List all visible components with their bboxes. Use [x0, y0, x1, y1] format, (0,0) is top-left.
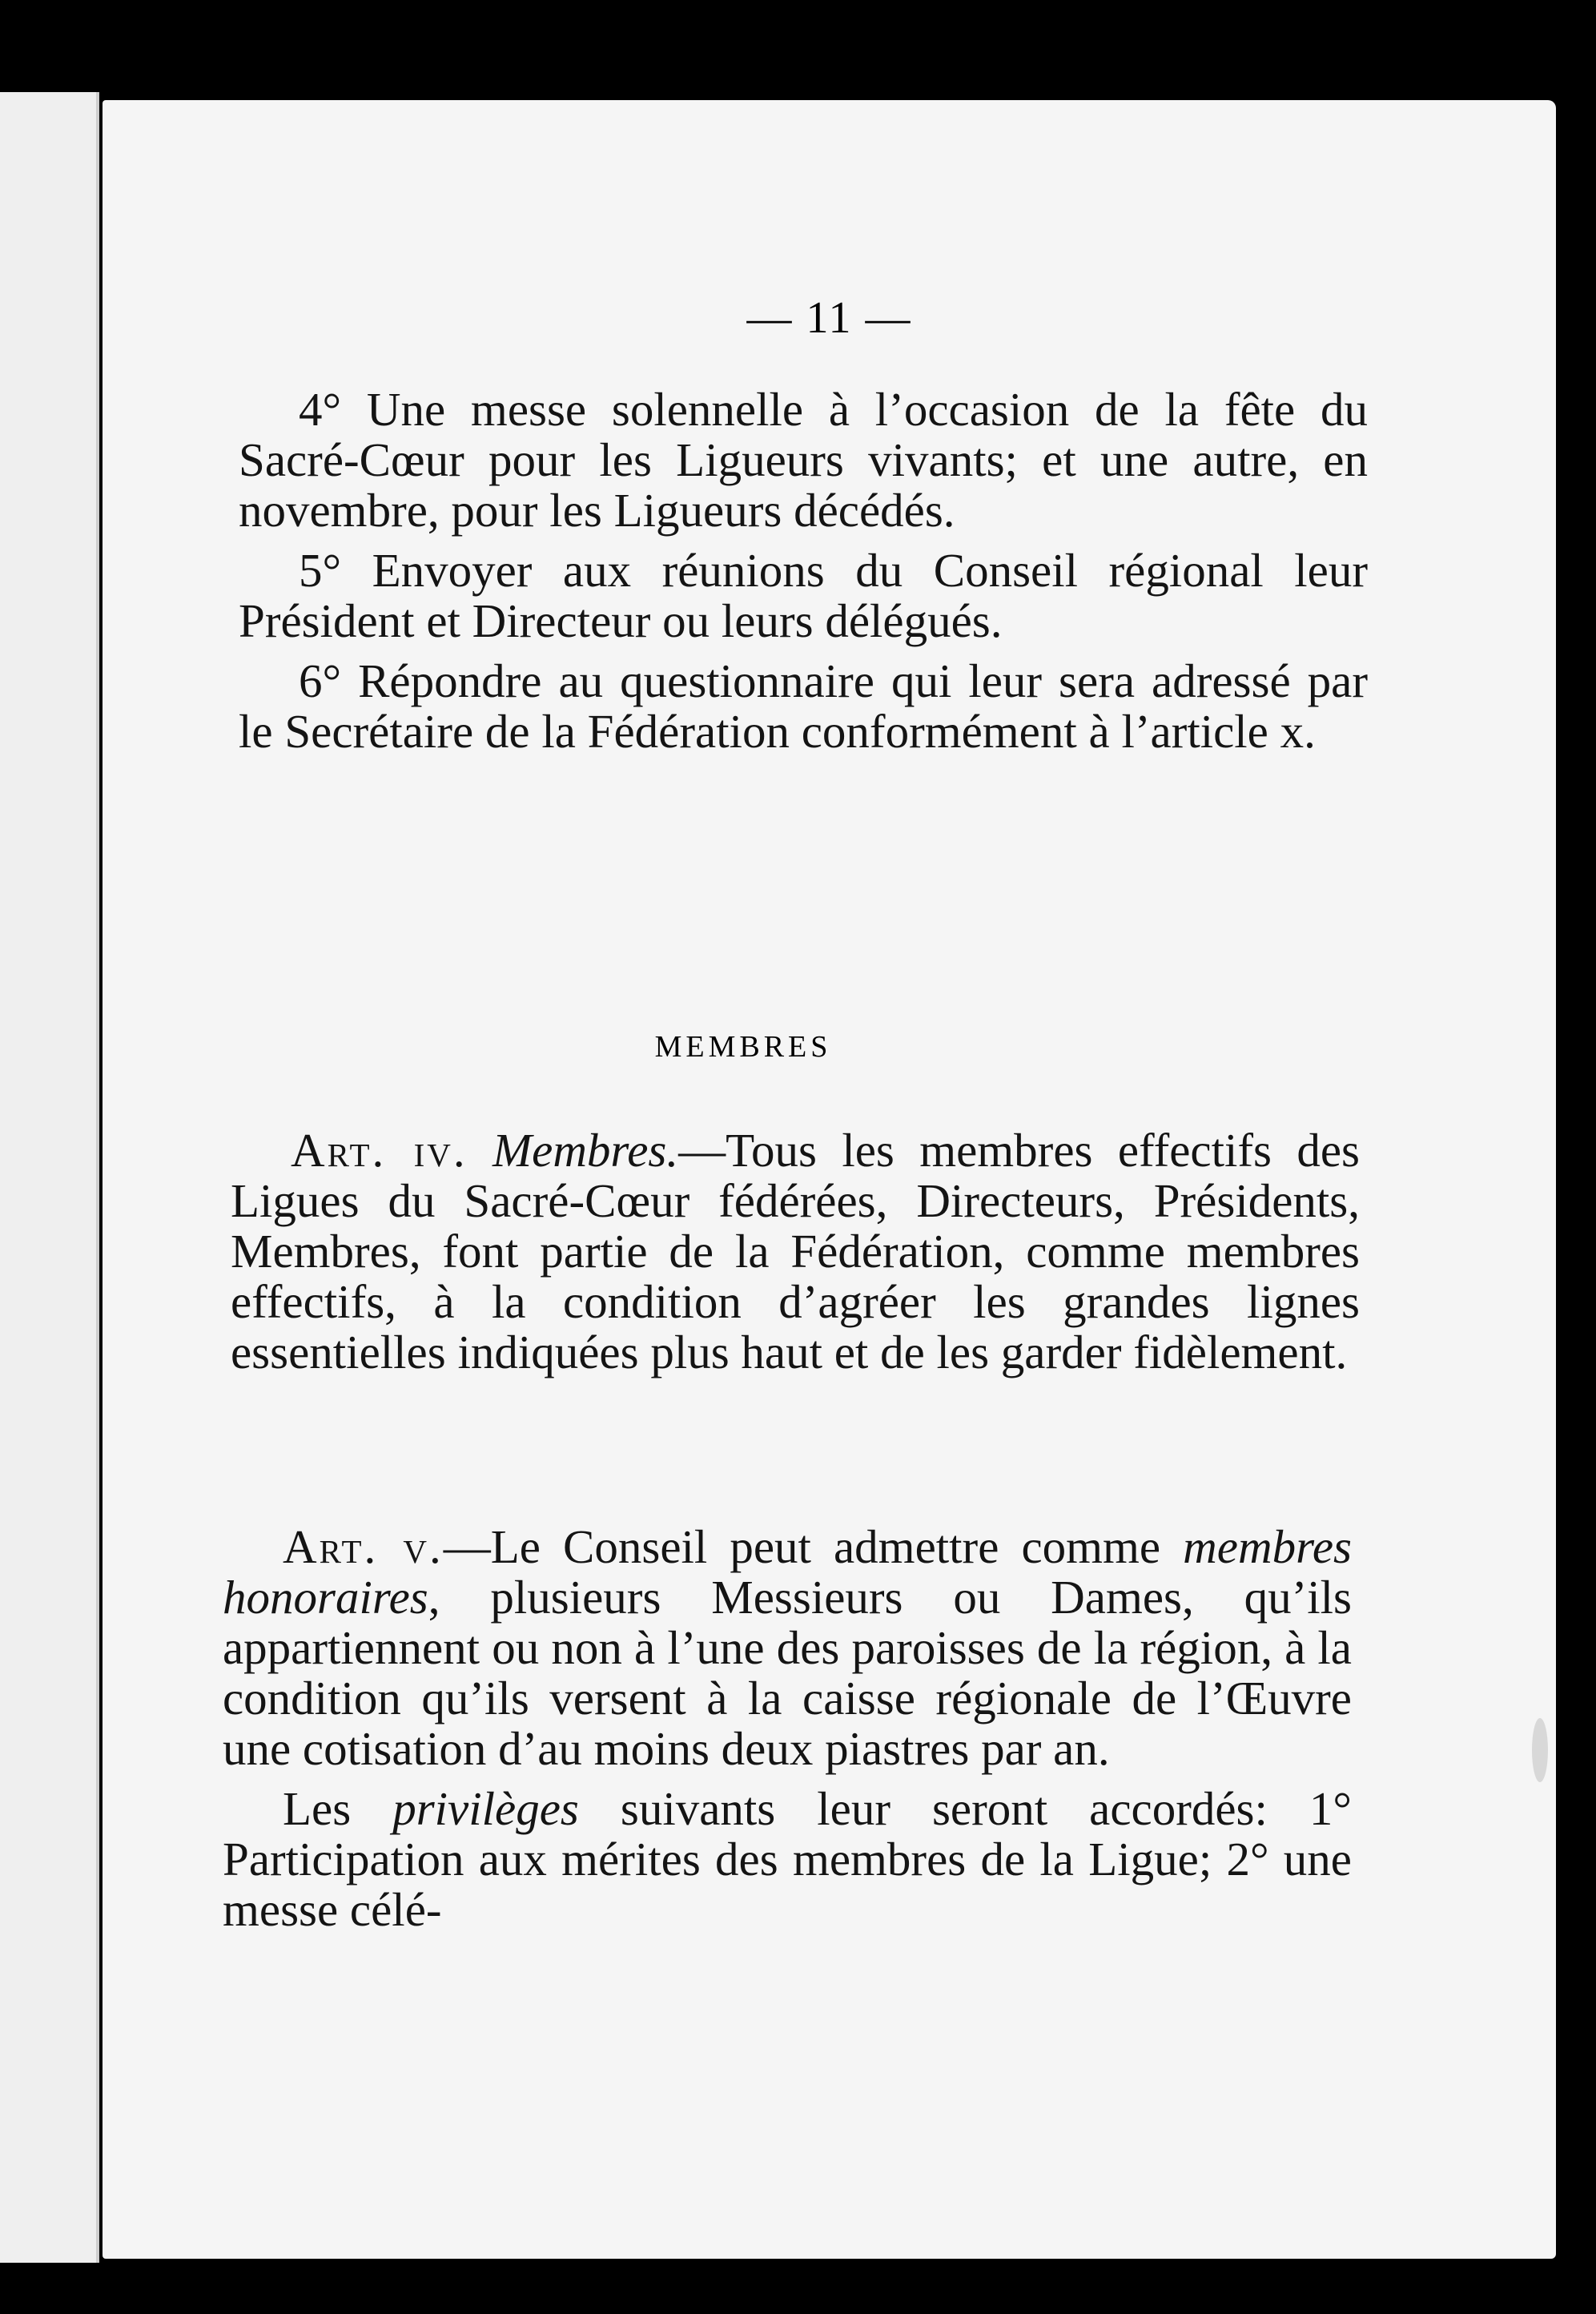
obligation-4: 4° Une messe solennelle à l’occasion de la fête du Sacré-Cœur pour les Ligueurs vivants; et une autre, en novembre, pour les Ligueurs décédés. — [239, 383, 1368, 537]
facing-page-edge — [0, 92, 99, 2263]
article-v-body-end: , plusieurs Messieurs ou Dames, qu’ils appartiennent ou non à l’une des paroisses de la région, à la condition qu’ils versent à la caisse régionale de l’Œuvre une cotisation d’au moins deux piastres par an. — [223, 1571, 1352, 1775]
article-iv-paragraph — [231, 1125, 1360, 1378]
book-page — [103, 100, 1556, 2259]
obligation-5: 5° Envoyer aux réunions du Conseil régional leur Président et Directeur ou leurs délégués. — [239, 544, 1368, 647]
article-iv — [231, 1125, 1360, 1378]
obligations-list — [239, 384, 1368, 757]
article-iv-label: Art. iv. — [291, 1124, 468, 1177]
article-v-label: Art. v. — [283, 1520, 444, 1573]
article-v-italic: membres honoraires — [223, 1520, 1352, 1624]
privileges-end: suivants leur seront accordés: 1° Participation aux mérites des membres de la Ligue; 2° une messe célé- — [223, 1782, 1352, 1936]
obligation-6: 6° Répondre au questionnaire qui leur sera adressé par le Secrétaire de la Fédération conformément à l’article x. — [239, 654, 1368, 758]
article-v-paragraph — [223, 1522, 1352, 1774]
privileges-italic: privilèges — [392, 1782, 579, 1835]
article-v — [223, 1522, 1352, 1935]
privileges-paragraph — [223, 1784, 1352, 1935]
page-number: — 11 — — [746, 293, 912, 343]
article-iv-body: —Tous les membres effectifs des Ligues du Sacré-Cœur fédérées, Directeurs, Présidents, Membres, font partie de la Fédération, comme membres effectifs, à la condition d’agréer les grandes lignes essentielles indiquées plus haut et de les garder fidèlement. — [231, 1124, 1360, 1378]
article-v-body-start: —Le Conseil peut admettre comme — [443, 1520, 1184, 1573]
page-edge-damage — [1532, 1718, 1548, 1782]
section-heading-membres: MEMBRES — [654, 1030, 832, 1064]
article-iv-title: Membres. — [492, 1124, 679, 1177]
privileges-start: Les — [283, 1782, 393, 1835]
